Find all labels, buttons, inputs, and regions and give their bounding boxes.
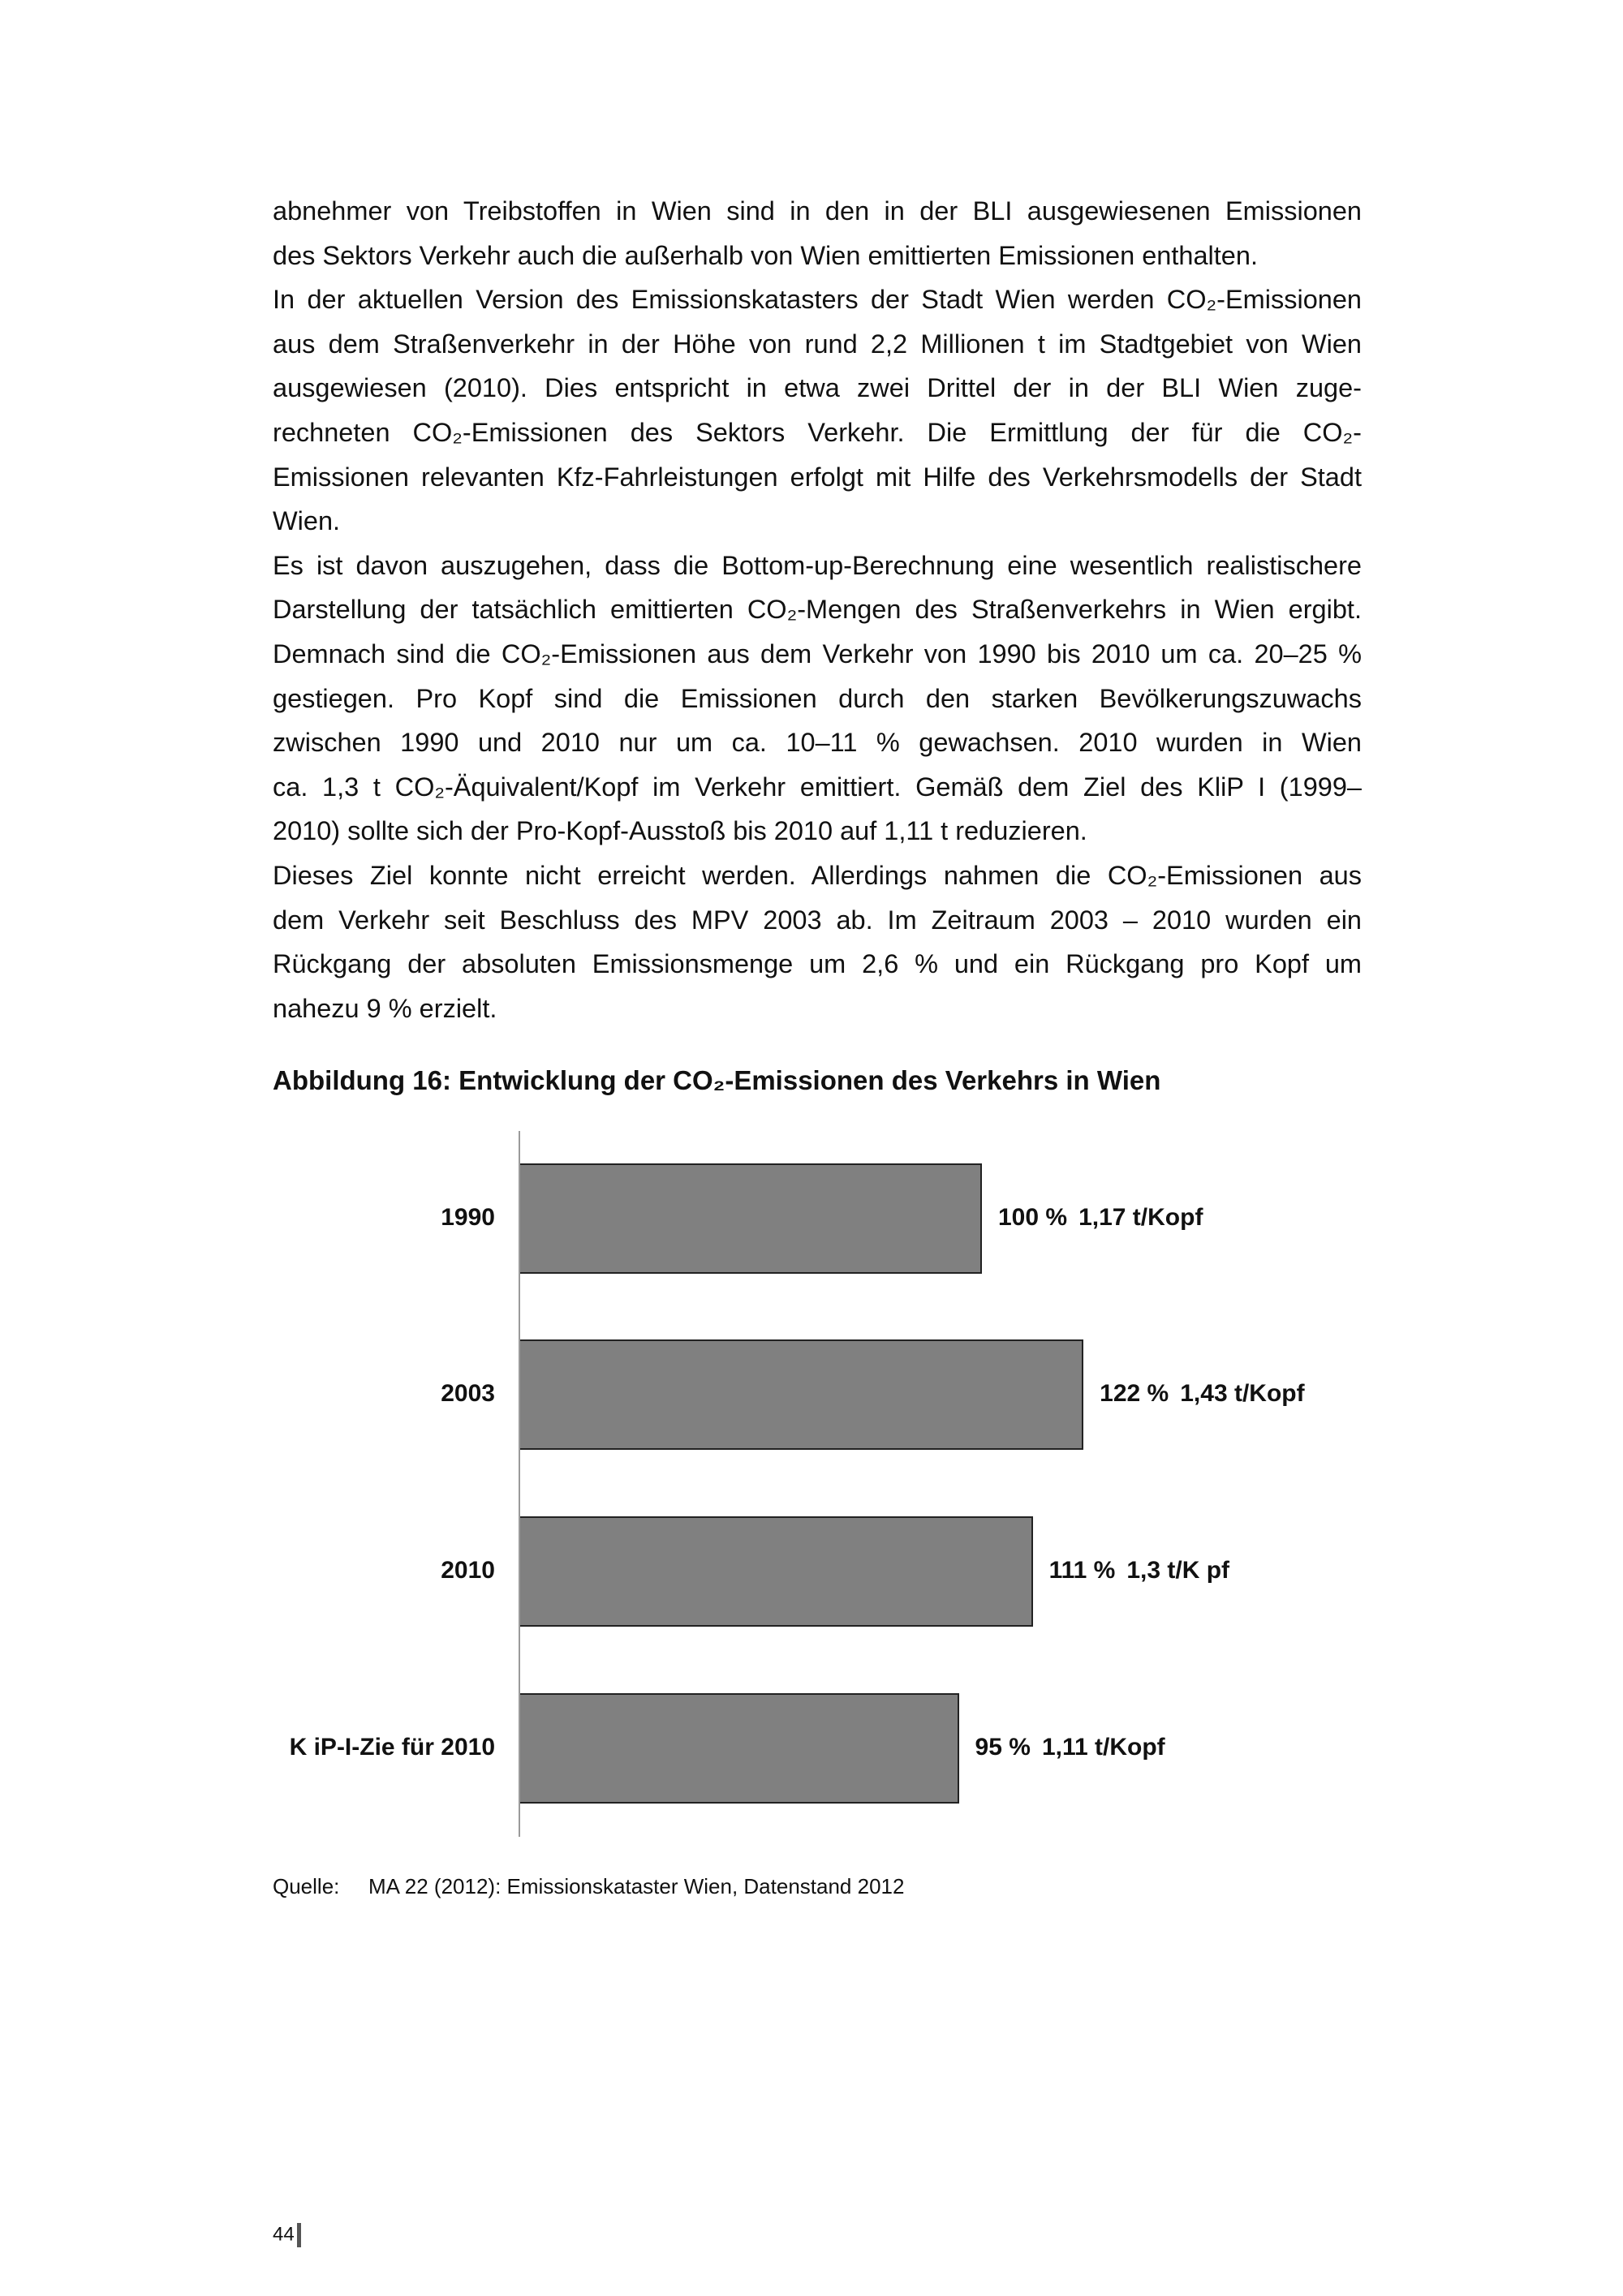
pct-label: 111 % xyxy=(1048,1557,1116,1584)
text-line: Rückgang der absoluten Emissionsmenge um 2,6 % und ein Rückgang pro Kopf um xyxy=(273,949,1362,979)
figure-source xyxy=(273,1874,904,1899)
text-line: Dieses Ziel konnte nicht erreicht werden. Allerdings nahmen die CO₂-Emissionen aus xyxy=(273,860,1362,890)
pct-label: 122 % xyxy=(1100,1380,1169,1407)
pct-label: 100 % xyxy=(998,1204,1068,1231)
text-line: gestiegen. Pro Kopf sind die Emissionen durch den starken Bevölkerungszuwachs xyxy=(273,683,1362,713)
text-line: Emissionen relevanten Kfz-Fahrleistungen erfolgt mit Hilfe des Verkehrsmodells der Stadt xyxy=(273,462,1362,492)
text-line: des Sektors Verkehr auch die außerhalb von Wien emittierten Emissionen enthalten. xyxy=(273,240,1258,270)
per-capita-label: 1,17 t/Kopf xyxy=(1078,1204,1203,1231)
pct-label: 95 % xyxy=(975,1734,1031,1761)
text-line: abnehmer von Treibstoffen in Wien sind in den in der BLI ausgewiesenen Emissionen xyxy=(273,196,1362,226)
text-line: Es ist davon auszugehen, dass die Bottom-up-Berechnung eine wesentlich realistischere xyxy=(273,550,1362,580)
text-line: aus dem Straßenverkehr in der Höhe von rund 2,2 Millionen t im Stadtgebiet von Wien xyxy=(273,329,1362,359)
category-label: 2010 xyxy=(441,1557,495,1584)
text-line: ausgewiesen (2010). Dies entspricht in etwa zwei Drittel der in der BLI Wien zuge- xyxy=(273,373,1362,403)
data-label xyxy=(998,1204,1214,1232)
data-label xyxy=(975,1734,1177,1761)
source-label: Quelle: xyxy=(273,1874,340,1898)
per-capita-label: 1,11 t/Kopf xyxy=(1041,1734,1165,1761)
text-line: rechneten CO₂-Emissionen des Sektors Verkehr. Die Ermittlung der für die CO₂- xyxy=(273,417,1362,447)
bar xyxy=(520,1163,982,1274)
data-label xyxy=(1100,1380,1315,1408)
per-capita-label: 1,3 t/K pf xyxy=(1126,1557,1230,1584)
text-line: Wien. xyxy=(273,506,341,536)
bar xyxy=(520,1339,1083,1450)
bar xyxy=(520,1693,959,1804)
page-number xyxy=(273,2223,301,2247)
category-label: K iP-I-Zie für 2010 xyxy=(289,1734,495,1761)
text-line: Demnach sind die CO₂-Emissionen aus dem Verkehr von 1990 bis 2010 um ca. 20–25 % xyxy=(273,638,1362,669)
bar xyxy=(520,1516,1033,1627)
text-line: ca. 1,3 t CO₂-Äquivalent/Kopf im Verkehr emittiert. Gemäß dem Ziel des KliP I (1999– xyxy=(273,772,1362,802)
per-capita-label: 1,43 t/Kopf xyxy=(1180,1380,1305,1407)
text-line: zwischen 1990 und 2010 nur um ca. 10–11 % gewachsen. 2010 wurden in Wien xyxy=(273,728,1362,758)
text-line: nahezu 9 % erzielt. xyxy=(273,993,497,1023)
category-label: 1990 xyxy=(441,1204,495,1231)
source-text: MA 22 (2012): Emissionskataster Wien, Datenstand 2012 xyxy=(368,1874,905,1898)
text-line: Darstellung der tatsächlich emittierten CO₂-Mengen des Straßenverkehrs in Wien ergibt. xyxy=(273,595,1362,625)
text-line: In der aktuellen Version des Emissionskatasters der Stadt Wien werden CO₂-Emissionen xyxy=(273,285,1362,315)
page-number-text: 44 xyxy=(273,2223,295,2246)
data-label xyxy=(1049,1557,1241,1584)
page-number-marker xyxy=(297,2223,301,2247)
figure-title: Abbildung 16: Entwicklung der CO₂-Emissionen des Verkehrs in Wien xyxy=(273,1065,1161,1095)
text-line: dem Verkehr seit Beschluss des MPV 2003 ab. Im Zeitraum 2003 – 2010 wurden ein xyxy=(273,905,1362,935)
text-line: 2010) sollte sich der Pro-Kopf-Ausstoß bis 2010 auf 1,11 t reduzieren. xyxy=(273,816,1087,846)
category-label: 2003 xyxy=(441,1380,495,1407)
